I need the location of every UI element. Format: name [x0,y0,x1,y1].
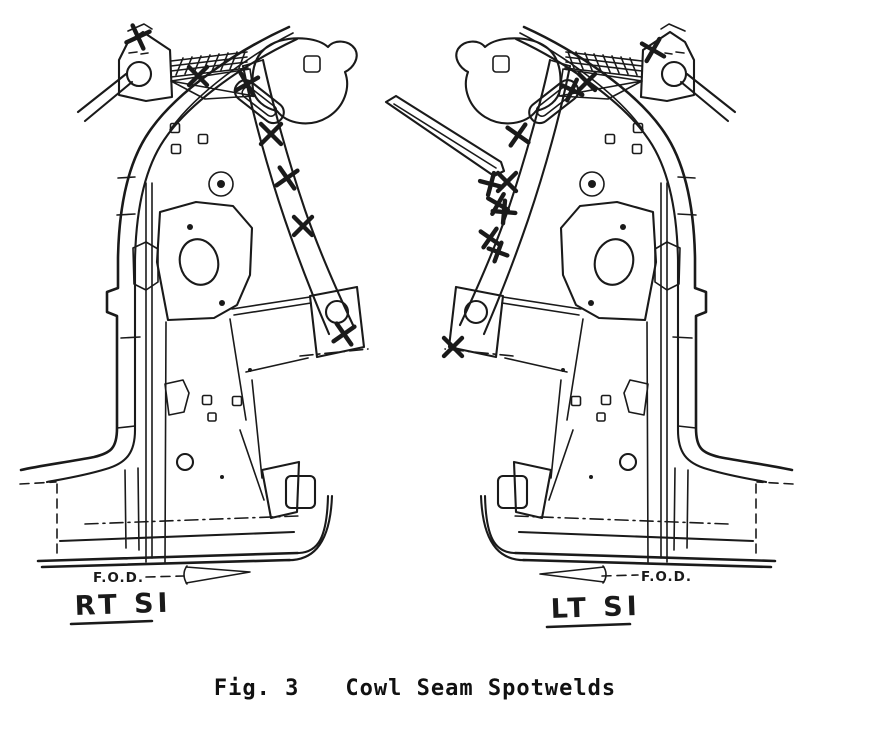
holes-layer [127,62,348,479]
lower-fold-lines [230,319,308,500]
pillar-inner-strip [125,183,166,562]
view-label-rt-si: RT SI [74,587,173,622]
foot-panel [262,462,299,518]
spotweld-x-marker [334,324,355,345]
hole-dot [187,224,193,230]
sill-centerline [85,516,298,524]
hole-square [208,413,216,421]
box-ledge-lines [232,297,311,315]
sill-end-curves [284,496,332,560]
figure-title: Cowl Seam Spotwelds [345,676,617,701]
spotweld-x-marker [126,25,149,48]
figure-number: Fig. 3 [213,676,300,701]
hole-circle [326,301,348,323]
spotweld-x-marker [294,217,312,235]
view-label-lt-si: LT SI [550,590,642,625]
hole-square [233,397,242,406]
sill-bottom-lines [38,553,298,567]
pentagon-bracket [165,380,189,415]
hinge-plate [157,202,252,320]
windshield-stub-lines [78,74,132,121]
sill-left-dash [20,482,57,557]
spotweld-x-marker [444,338,462,356]
fod-leader-right [602,575,638,576]
box-dashdot-line [300,349,368,356]
fod-arrow-right [540,566,606,583]
hole-square [203,396,212,405]
fod-label-right: F.O.D. [641,569,693,585]
ring-hole-dot [217,180,225,188]
hole-dot [248,368,252,372]
hole-square [199,135,208,144]
fod-label-left: F.O.D. [93,570,145,586]
pillar-section-ticks [117,177,140,428]
spotweld-x-marker [261,124,281,144]
spotweld-x-marker [579,74,595,90]
hole-dot [219,300,225,306]
plate-oval-hole [175,235,223,289]
sill-upper-line [60,532,294,541]
cowl-drawing-mirrored [445,24,793,567]
cowl-drawing-base [20,24,368,567]
figure-caption [0,676,830,701]
hole-circle [177,454,193,470]
hole-square [172,145,181,154]
hole-circle [127,62,151,86]
foot-bracket [286,476,315,508]
blob-square-hole [304,56,320,72]
spotweld-x-marker [508,125,529,146]
fod-leader-left [146,576,184,577]
hole-dot [220,475,224,479]
fod-arrow-left [184,566,250,584]
top-bracket-dashes [129,52,148,54]
spotweld-x-marker [481,229,500,248]
